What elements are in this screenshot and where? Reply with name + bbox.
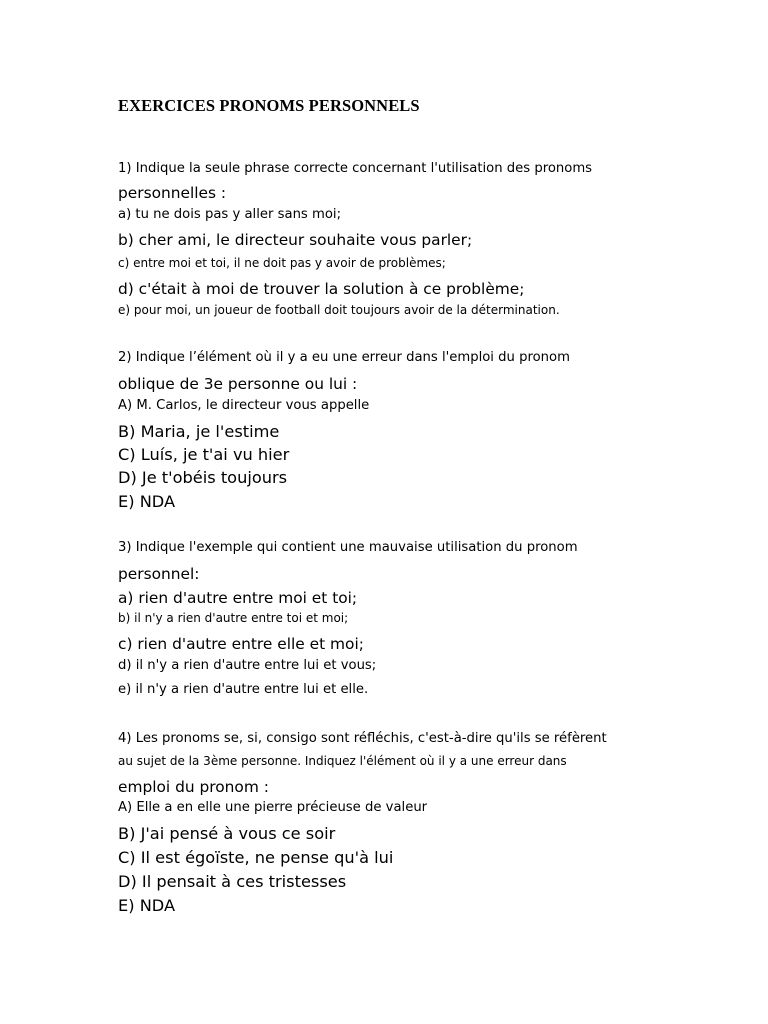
exercise-4-question-line-1: 4) Les pronoms se, si, consigo sont réfléchis, c'est-à-dire qu'ils se réfèrent [118, 731, 607, 746]
exercise-4-question-line-2: au sujet de la 3ème personne. Indiquez l'élément où il y a une erreur dans [118, 754, 567, 768]
document-title: EXERCICES PRONOMS PERSONNELS [118, 96, 420, 115]
exercise-1-option-d: d) c'était à moi de trouver la solution à ce problème; [118, 280, 525, 298]
exercise-2-option-e: E) NDA [118, 492, 176, 511]
exercise-2-option-b: B) Maria, je l'estime [118, 422, 280, 441]
exercise-1-option-a: a) tu ne dois pas y aller sans moi; [118, 207, 342, 222]
exercise-1-option-b: b) cher ami, le directeur souhaite vous parler; [118, 231, 473, 249]
exercise-3-question-line-1: 3) Indique l'exemple qui contient une mauvaise utilisation du pronom [118, 540, 578, 555]
exercise-4-option-c: C) Il est égoïste, ne pense qu'à lui [118, 848, 394, 867]
exercise-2-option-c: C) Luís, je t'ai vu hier [118, 445, 290, 464]
exercise-3-option-c: c) rien d'autre entre elle et moi; [118, 635, 364, 653]
exercise-3-option-b: b) il n'y a rien d'autre entre toi et moi; [118, 611, 349, 625]
exercise-3-question-line-2: personnel: [118, 565, 200, 583]
exercise-2-option-d: D) Je t'obéis toujours [118, 468, 288, 487]
exercise-4-option-a: A) Elle a en elle une pierre précieuse de valeur [118, 800, 428, 815]
exercise-1-option-e: e) pour moi, un joueur de football doit toujours avoir de la détermination. [118, 303, 560, 317]
exercise-2-question-line-2: oblique de 3e personne ou lui : [118, 375, 358, 393]
exercise-4-option-b: B) J'ai pensé à vous ce soir [118, 824, 336, 843]
exercise-4-option-d: D) Il pensait à ces tristesses [118, 872, 347, 891]
exercise-2-question-line-1: 2) Indique l’élément où il y a eu une erreur dans l'emploi du pronom [118, 350, 570, 365]
exercise-1-question-line-1: 1) Indique la seule phrase correcte concernant l'utilisation des pronoms [118, 161, 593, 176]
exercise-3-option-a: a) rien d'autre entre moi et toi; [118, 589, 358, 607]
exercise-2-option-a: A) M. Carlos, le directeur vous appelle [118, 398, 370, 413]
exercise-1-option-c: c) entre moi et toi, il ne doit pas y avoir de problèmes; [118, 256, 446, 270]
exercise-3-option-d: d) il n'y a rien d'autre entre lui et vous; [118, 658, 377, 673]
exercise-3-option-e: e) il n'y a rien d'autre entre lui et elle. [118, 682, 369, 697]
exercise-4-option-e: E) NDA [118, 896, 176, 915]
exercise-1-question-line-2: personnelles : [118, 184, 227, 202]
exercise-4-question-line-3: emploi du pronom : [118, 778, 269, 796]
